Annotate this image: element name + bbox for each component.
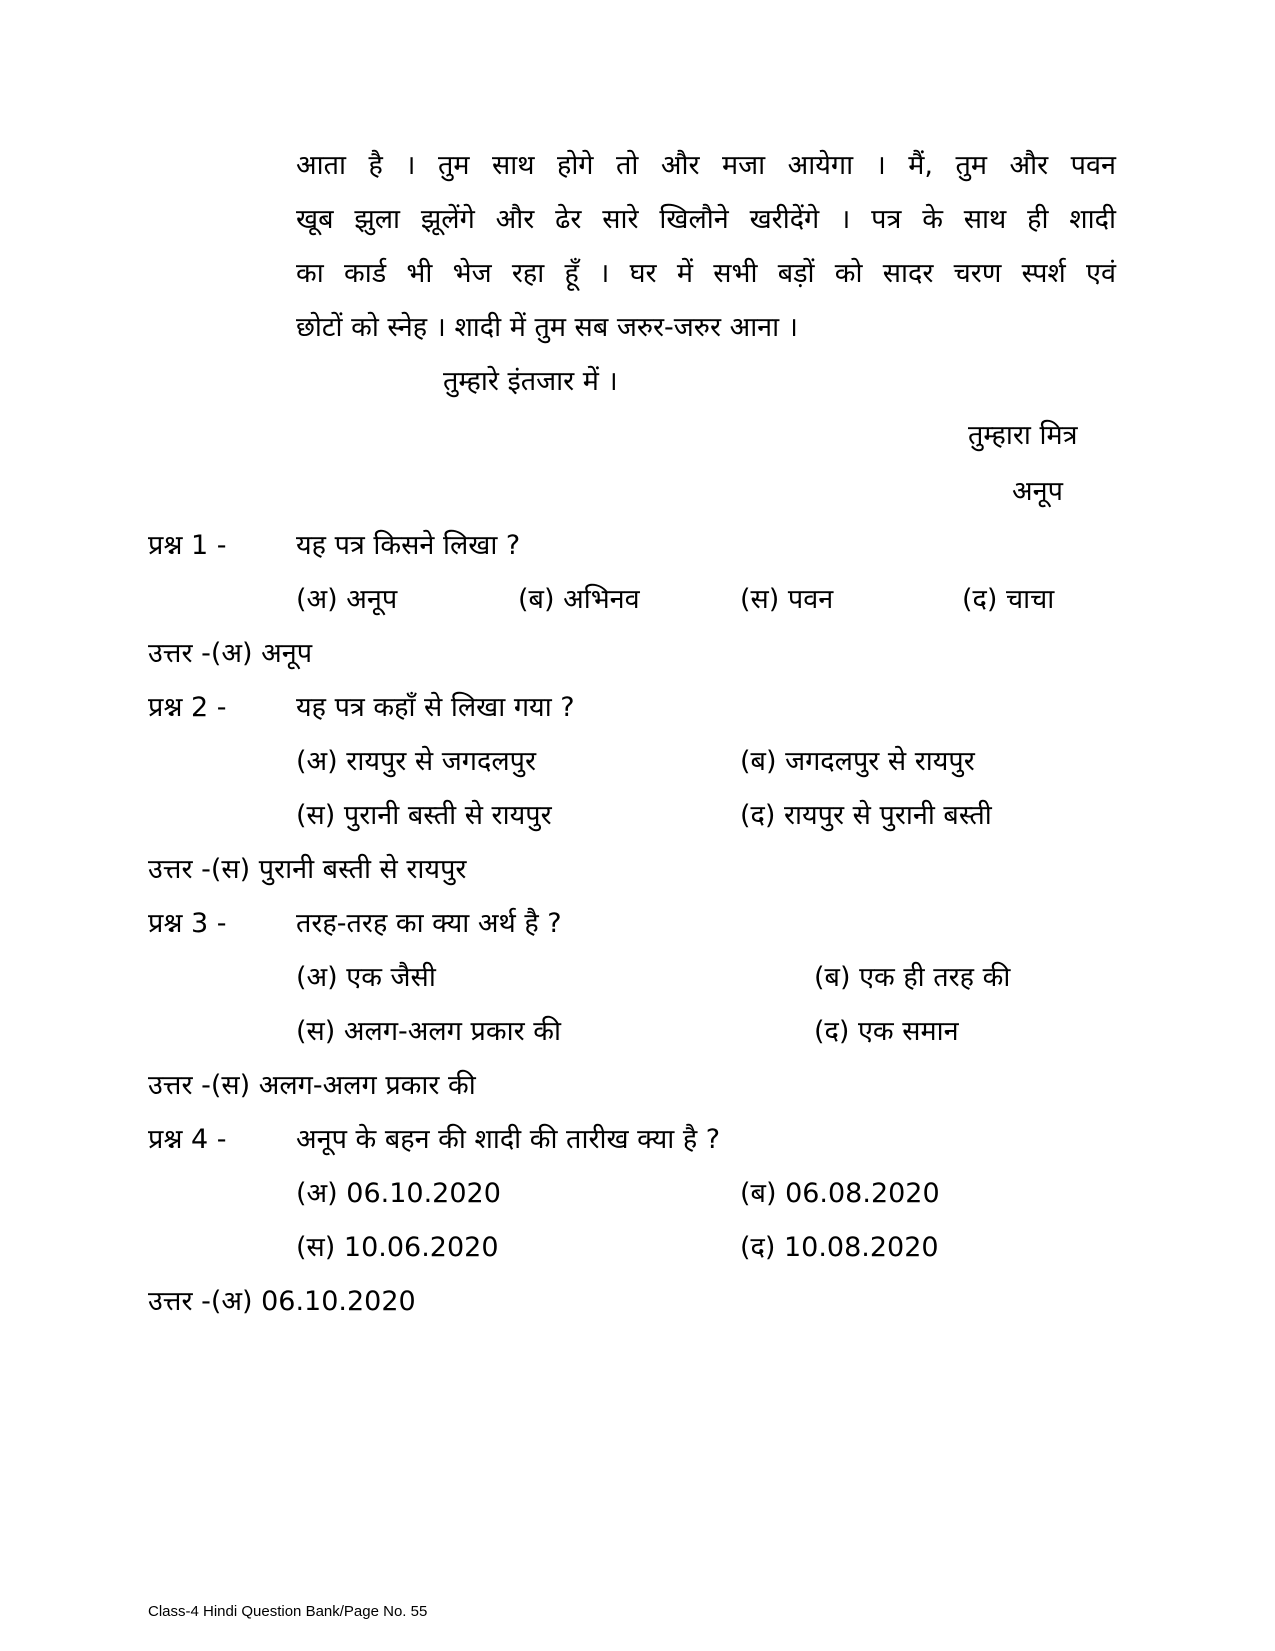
- question-1-label: प्रश्न 1 -: [148, 530, 227, 561]
- question-4-label: प्रश्न 4 -: [148, 1124, 227, 1155]
- question-1-option-d: (द) चाचा: [962, 584, 1055, 615]
- question-4-option-d: (द) 10.08.2020: [740, 1232, 939, 1263]
- letter-line-1: आता है । तुम साथ होगे तो और मजा आयेगा । मैं, तुम और पवन: [296, 150, 1116, 181]
- letter-line-3: का कार्ड भी भेज रहा हूँ । घर में सभी बड़ों को सादर चरण स्पर्श एवं: [296, 258, 1116, 289]
- question-2-option-b: (ब) जगदलपुर से रायपुर: [740, 746, 975, 777]
- question-2-text: यह पत्र कहाँ से लिखा गया ?: [296, 692, 575, 723]
- letter-signoff: तुम्हारा मित्र: [968, 420, 1078, 451]
- question-2-label: प्रश्न 2 -: [148, 692, 227, 723]
- question-3-text: तरह-तरह का क्या अर्थ है ?: [296, 908, 562, 939]
- question-2-option-d: (द) रायपुर से पुरानी बस्ती: [740, 800, 992, 831]
- question-2-answer: उत्तर -(स) पुरानी बस्ती से रायपुर: [148, 854, 467, 885]
- question-3-answer: उत्तर -(स) अलग-अलग प्रकार की: [148, 1070, 476, 1101]
- question-3-option-b: (ब) एक ही तरह की: [814, 962, 1011, 993]
- question-4-answer: उत्तर -(अ) 06.10.2020: [148, 1286, 416, 1317]
- question-3-option-c: (स) अलग-अलग प्रकार की: [296, 1016, 561, 1047]
- question-4-option-a: (अ) 06.10.2020: [296, 1178, 501, 1209]
- letter-closing: तुम्हारे इंतजार में ।: [443, 366, 618, 397]
- page-footer: Class-4 Hindi Question Bank/Page No. 55: [148, 1603, 428, 1620]
- question-3-label: प्रश्न 3 -: [148, 908, 227, 939]
- question-4-text: अनूप के बहन की शादी की तारीख क्या है ?: [296, 1124, 721, 1155]
- question-4-option-c: (स) 10.06.2020: [296, 1232, 499, 1263]
- question-1-answer: उत्तर -(अ) अनूप: [148, 638, 313, 669]
- question-4-option-b: (ब) 06.08.2020: [740, 1178, 940, 1209]
- question-1-option-a: (अ) अनूप: [296, 584, 398, 615]
- letter-signature: अनूप: [1012, 476, 1063, 507]
- question-1-option-b: (ब) अभिनव: [518, 584, 640, 615]
- question-3-option-d: (द) एक समान: [814, 1016, 959, 1047]
- question-3-option-a: (अ) एक जैसी: [296, 962, 436, 993]
- question-2-option-a: (अ) रायपुर से जगदलपुर: [296, 746, 537, 777]
- letter-line-2: खूब झुला झूलेंगे और ढेर सारे खिलौने खरीदेंगे । पत्र के साथ ही शादी: [296, 204, 1116, 235]
- question-2-option-c: (स) पुरानी बस्ती से रायपुर: [296, 800, 552, 831]
- letter-line-4: छोटों को स्नेह । शादी में तुम सब जरुर-जरुर आना ।: [296, 312, 798, 343]
- question-1-option-c: (स) पवन: [740, 584, 834, 615]
- question-1-text: यह पत्र किसने लिखा ?: [296, 530, 521, 561]
